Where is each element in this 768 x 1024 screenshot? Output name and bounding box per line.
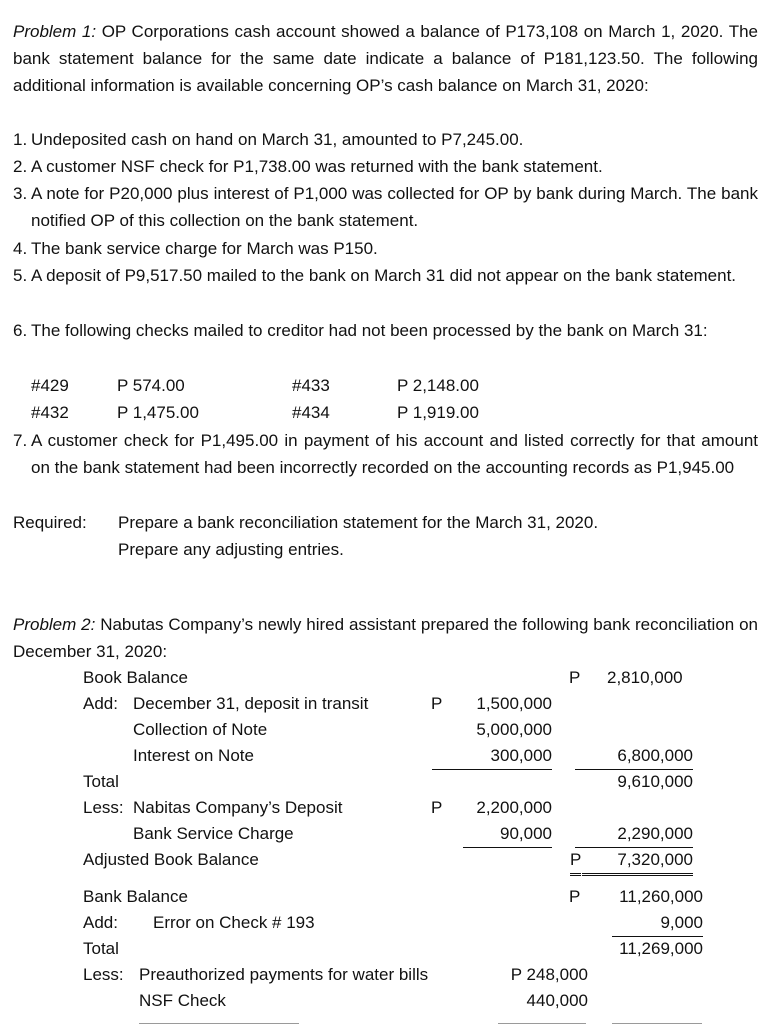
- list-item: [13, 262, 758, 289]
- deposit-in-transit-label: December 31, deposit in transit: [133, 694, 369, 713]
- problem2-intro-text: Nabutas Company’s newly hired assistant prepared the following bank reconciliation on December 31, 2020:: [13, 615, 758, 661]
- check-number: #429: [31, 376, 69, 395]
- interest-on-note-amount: 300,000: [432, 742, 552, 770]
- problem1-intro-text: OP Corporations cash account showed a balance of P173,108 on March 1, 2020. The bank statement balance for the same date indicate a balance of P181,123.50. The following additional information is available concerning OP’s cash balance on March 31, 2020:: [13, 22, 758, 95]
- problem1-label: Problem 1:: [13, 22, 97, 41]
- list-item: [13, 126, 758, 153]
- item-text: A deposit of P9,517.50 mailed to the bank on March 31 did not appear on the bank statement.: [31, 266, 737, 285]
- check-amount: P 1,475.00: [117, 403, 199, 422]
- check-amount: P 1,919.00: [397, 403, 479, 422]
- problem1-intro: [13, 18, 758, 99]
- add-label: Add:: [83, 694, 118, 713]
- list-item: [13, 153, 758, 180]
- bank-balance-amount: 11,260,000: [619, 887, 703, 906]
- item-number: 7.: [13, 431, 28, 450]
- company-deposit-label: Nabitas Company’s Deposit: [133, 798, 343, 817]
- cut-off-text-fragment: [0, 1015, 768, 1024]
- interest-on-note-label: Interest on Note: [133, 746, 254, 765]
- check-amount: P 574.00: [117, 376, 185, 395]
- adjusted-book-balance-label: Adjusted Book Balance: [83, 850, 259, 869]
- item-text: A note for P20,000 plus interest of P1,000 was collected for OP by bank during March. The bank notified OP of this collection on the bank statement.: [31, 184, 758, 230]
- currency-symbol: P: [431, 798, 443, 817]
- item-number: 2.: [13, 157, 28, 176]
- adjusted-book-balance-amount: 7,320,000: [582, 846, 693, 876]
- less-label: Less:: [83, 798, 124, 817]
- item-text: A customer check for P1,495.00 in payment of his account and listed correctly for that amount on the bank statement had been incorrectly recorded on the accounting records as P1,945.00: [31, 431, 758, 477]
- list-item: [13, 180, 758, 234]
- nsf-check-amount: 440,000: [526, 991, 588, 1010]
- check-error-label: Error on Check # 193: [153, 913, 315, 932]
- currency-symbol: P: [569, 668, 581, 687]
- less-total-amount: 2,290,000: [575, 820, 693, 848]
- currency-symbol: P: [570, 846, 581, 876]
- deposit-in-transit-amount: 1,500,000: [476, 694, 552, 713]
- check-error-amount: 9,000: [612, 909, 703, 937]
- item-number: 6.: [13, 321, 28, 340]
- currency-symbol: P: [431, 694, 443, 713]
- preauthorized-payments-label: Preauthorized payments for water bills: [139, 965, 429, 984]
- collection-of-note-amount: 5,000,000: [476, 720, 552, 739]
- add-label: Add:: [83, 913, 118, 932]
- book-balance-amount: 2,810,000: [607, 668, 683, 687]
- item-text: The following checks mailed to creditor had not been processed by the bank on March 31:: [31, 321, 708, 340]
- required-line: Prepare a bank reconciliation statement for the March 31, 2020.: [118, 513, 599, 532]
- nsf-check-label: NSF Check: [139, 991, 226, 1010]
- service-charge-amount: 90,000: [463, 820, 552, 848]
- total-label: Total: [83, 772, 119, 791]
- company-deposit-amount: 2,200,000: [476, 798, 552, 817]
- item-number: 3.: [13, 184, 28, 203]
- item-number: 4.: [13, 239, 28, 258]
- book-balance-label: Book Balance: [83, 668, 188, 687]
- currency-symbol: P: [569, 887, 581, 906]
- problem2-intro: [13, 611, 758, 665]
- check-amount: P 2,148.00: [397, 376, 479, 395]
- check-number: #433: [292, 376, 330, 395]
- list-item: [13, 235, 758, 262]
- item-text: Undeposited cash on hand on March 31, amounted to P7,245.00.: [31, 130, 524, 149]
- collection-of-note-label: Collection of Note: [133, 720, 268, 739]
- check-number: #432: [31, 403, 69, 422]
- total-amount: 9,610,000: [617, 772, 693, 791]
- service-charge-label: Bank Service Charge: [133, 824, 294, 843]
- preauthorized-payments-amount: P 248,000: [510, 965, 588, 984]
- required-label: Required:: [13, 513, 87, 532]
- cut-off-row: [0, 1012, 768, 1024]
- required-line: Prepare any adjusting entries.: [118, 540, 344, 559]
- item-text: A customer NSF check for P1,738.00 was returned with the bank statement.: [31, 157, 603, 176]
- total-amount: 11,269,000: [619, 939, 703, 958]
- less-label: Less:: [83, 965, 124, 984]
- list-item: [13, 427, 758, 481]
- item-number: 1.: [13, 130, 28, 149]
- bank-balance-label: Bank Balance: [83, 887, 188, 906]
- add-total-amount: 6,800,000: [575, 742, 693, 770]
- check-number: #434: [292, 403, 330, 422]
- problem2-label: Problem 2:: [13, 615, 96, 634]
- item-text: The bank service charge for March was P150.: [31, 239, 378, 258]
- list-item: [13, 317, 758, 344]
- total-label: Total: [83, 939, 119, 958]
- item-number: 5.: [13, 266, 28, 285]
